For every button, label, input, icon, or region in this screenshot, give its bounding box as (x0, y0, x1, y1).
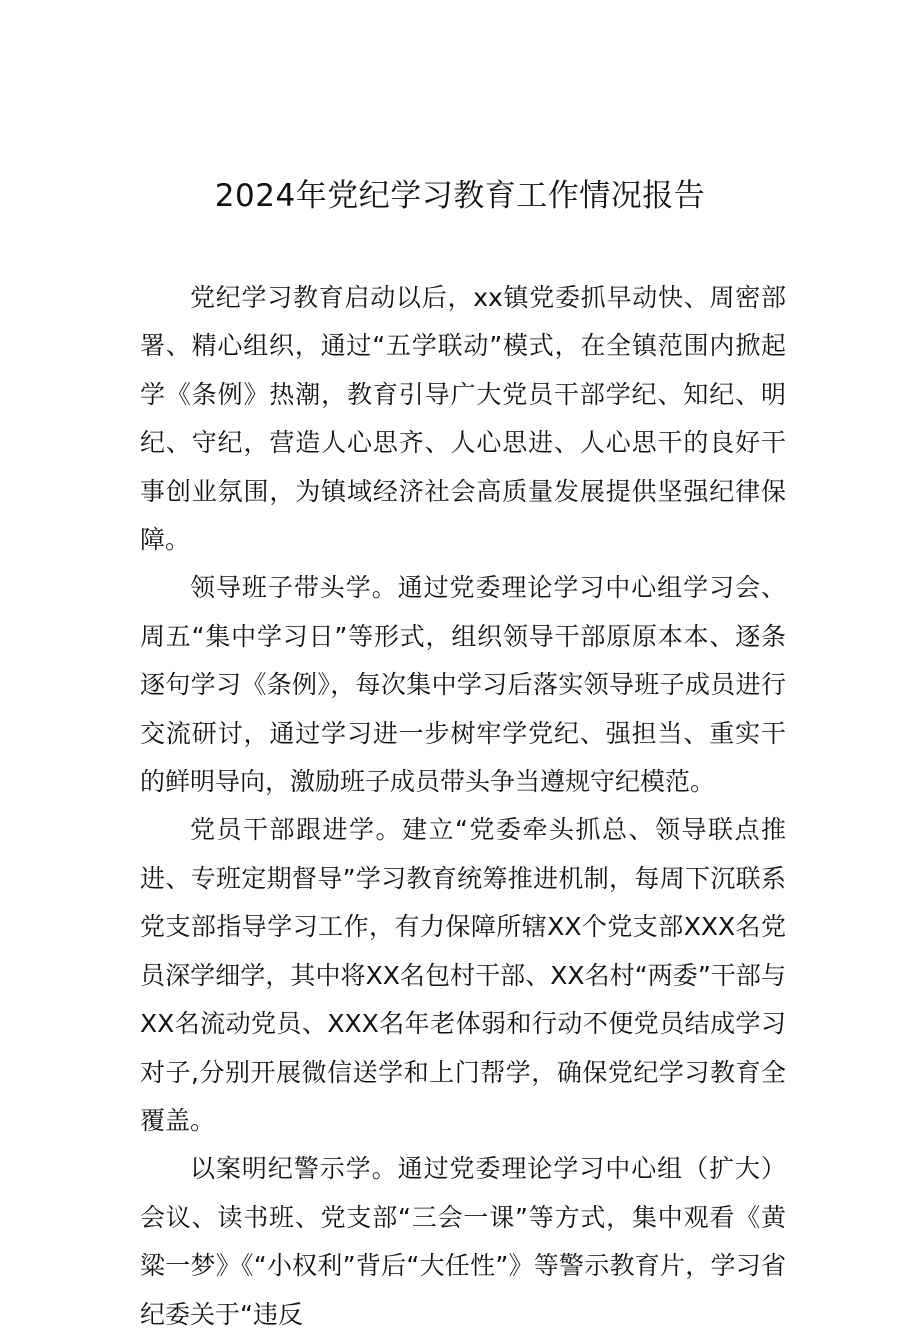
paragraph-leadership: 领导班子带头学。通过党委理论学习中心组学习会、周五“集中学习日”等形式，组织领导干部原原本本、逐条逐句学习《条例》，每次集中学习后落实领导班子成员进行交流研讨，通过学习进一步树牢学党纪、强担当、重实干的鲜明导向，激励班子成员带头争当遵规守纪模范。 (140, 573, 786, 797)
paragraph-intro: 党纪学习教育启动以后，xx镇党委抓早动快、周密部署、精心组织，通过“五学联动”模式，在全镇范围内掀起学《条例》热潮，教育引导广大党员干部学纪、知纪、明纪、守纪，营造人心思齐、人心思进、人心思干的良好干事创业氛围，为镇域经济社会高质量发展提供坚强纪律保障。 (140, 283, 786, 555)
document-title: 2024年党纪学习教育工作情况报告 (214, 178, 706, 214)
paragraph-members: 党员干部跟进学。建立“党委牵头抓总、领导联点推进、专班定期督导”学习教育统筹推进机制，每周下沉联系党支部指导学习工作，有力保障所辖XX个党支部XXX名党员深学细学，其中将XX名包村干部、XX名村“两委”干部与XX名流动党员、XXX名年老体弱和行动不便党员结成学习对子,分别开展微信送学和上门帮学，确保党纪学习教育全覆盖。 (140, 815, 786, 1135)
document-body (140, 274, 786, 1339)
paragraph-warning-cases: 以案明纪警示学。通过党委理论学习中心组（扩大）会议、读书班、党支部“三会一课”等方式，集中观看《黄粱一梦》《“小权利”背后“大任性”》等警示教育片，学习省纪委关于“违反 (140, 1154, 786, 1329)
